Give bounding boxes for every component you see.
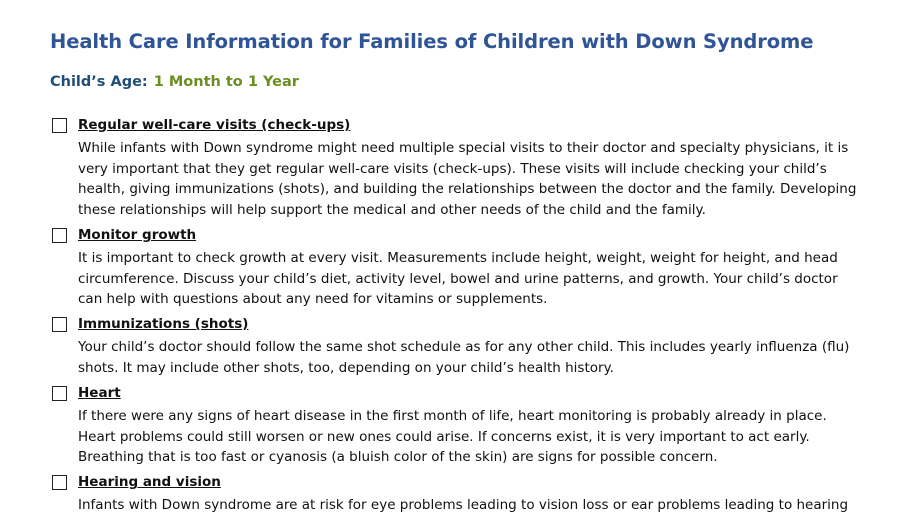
checkbox-icon[interactable] (52, 317, 67, 332)
checklist-item-regular-visits (50, 117, 890, 220)
body-line: Infants with Down syndrome are at risk for eye problems leading to vision loss or ear problems leading to hearing (78, 497, 849, 513)
body-line: Breathing that is too fast or cyanosis (a bluish color of the skin) are signs for possible concern. (78, 449, 718, 466)
body-line: Heart problems could still worsen or new ones could arise. If concerns exist, it is very important to act early. (78, 428, 810, 445)
body-line: these relationships will help support the medical and other needs of the child and the family. (78, 201, 706, 218)
checklist-item-body (78, 406, 890, 468)
childs-age-value: 1 Month to 1 Year (153, 74, 299, 90)
body-line: It is important to check growth at every visit. Measurements include height, weight, weight for height, and head (78, 250, 838, 266)
body-line: shots. It may include other shots, too, depending on your child’s health history. (78, 359, 614, 376)
body-line: circumference. Discuss your child’s diet, activity level, bowel and urine patterns, and growth. Your child’s doctor (78, 270, 838, 287)
checklist-item-heart (50, 385, 890, 468)
body-line: If there were any signs of heart disease in the first month of life, heart monitoring is probably already in place. (78, 408, 827, 424)
body-line: can help with questions about any need for vitamins or supplements. (78, 291, 548, 308)
checkbox-icon[interactable] (52, 118, 67, 133)
checkbox-icon[interactable] (52, 475, 67, 490)
checkbox-icon[interactable] (52, 228, 67, 243)
checklist-item-body (78, 138, 890, 220)
checklist-item-hearing-vision (50, 474, 890, 516)
childs-age-label: Child’s Age: (50, 74, 148, 90)
checklist-item-monitor-growth (50, 227, 890, 310)
body-line: While infants with Down syndrome might need multiple special visits to their doctor and specialty physicians, it is (78, 140, 849, 156)
checklist-item-title: Immunizations (shots) (78, 316, 249, 332)
checklist-item-immunizations (50, 316, 890, 378)
body-line: health, giving immunizations (shots), and building the relationships between the doctor and the family. Developing (78, 181, 857, 198)
checklist-item-body (78, 248, 890, 310)
document-title: Health Care Information for Families of Children with Down Syndrome (50, 30, 814, 53)
checklist-item-title: Monitor growth (78, 227, 197, 243)
checklist-item-title: Heart (78, 385, 121, 401)
checklist-item-title: Hearing and vision (78, 474, 221, 490)
body-line: Your child’s doctor should follow the same shot schedule as for any other child. This includes yearly influenza (flu) (78, 339, 850, 355)
checklist-item-body (78, 337, 890, 378)
checklist-item-title: Regular well-care visits (check-ups) (78, 117, 351, 133)
body-line: very important that they get regular well-care visits (check-ups). These visits will include checking your child’s (78, 160, 827, 177)
checkbox-icon[interactable] (52, 386, 67, 401)
checklist-item-body (78, 495, 890, 516)
childs-age (50, 74, 299, 90)
